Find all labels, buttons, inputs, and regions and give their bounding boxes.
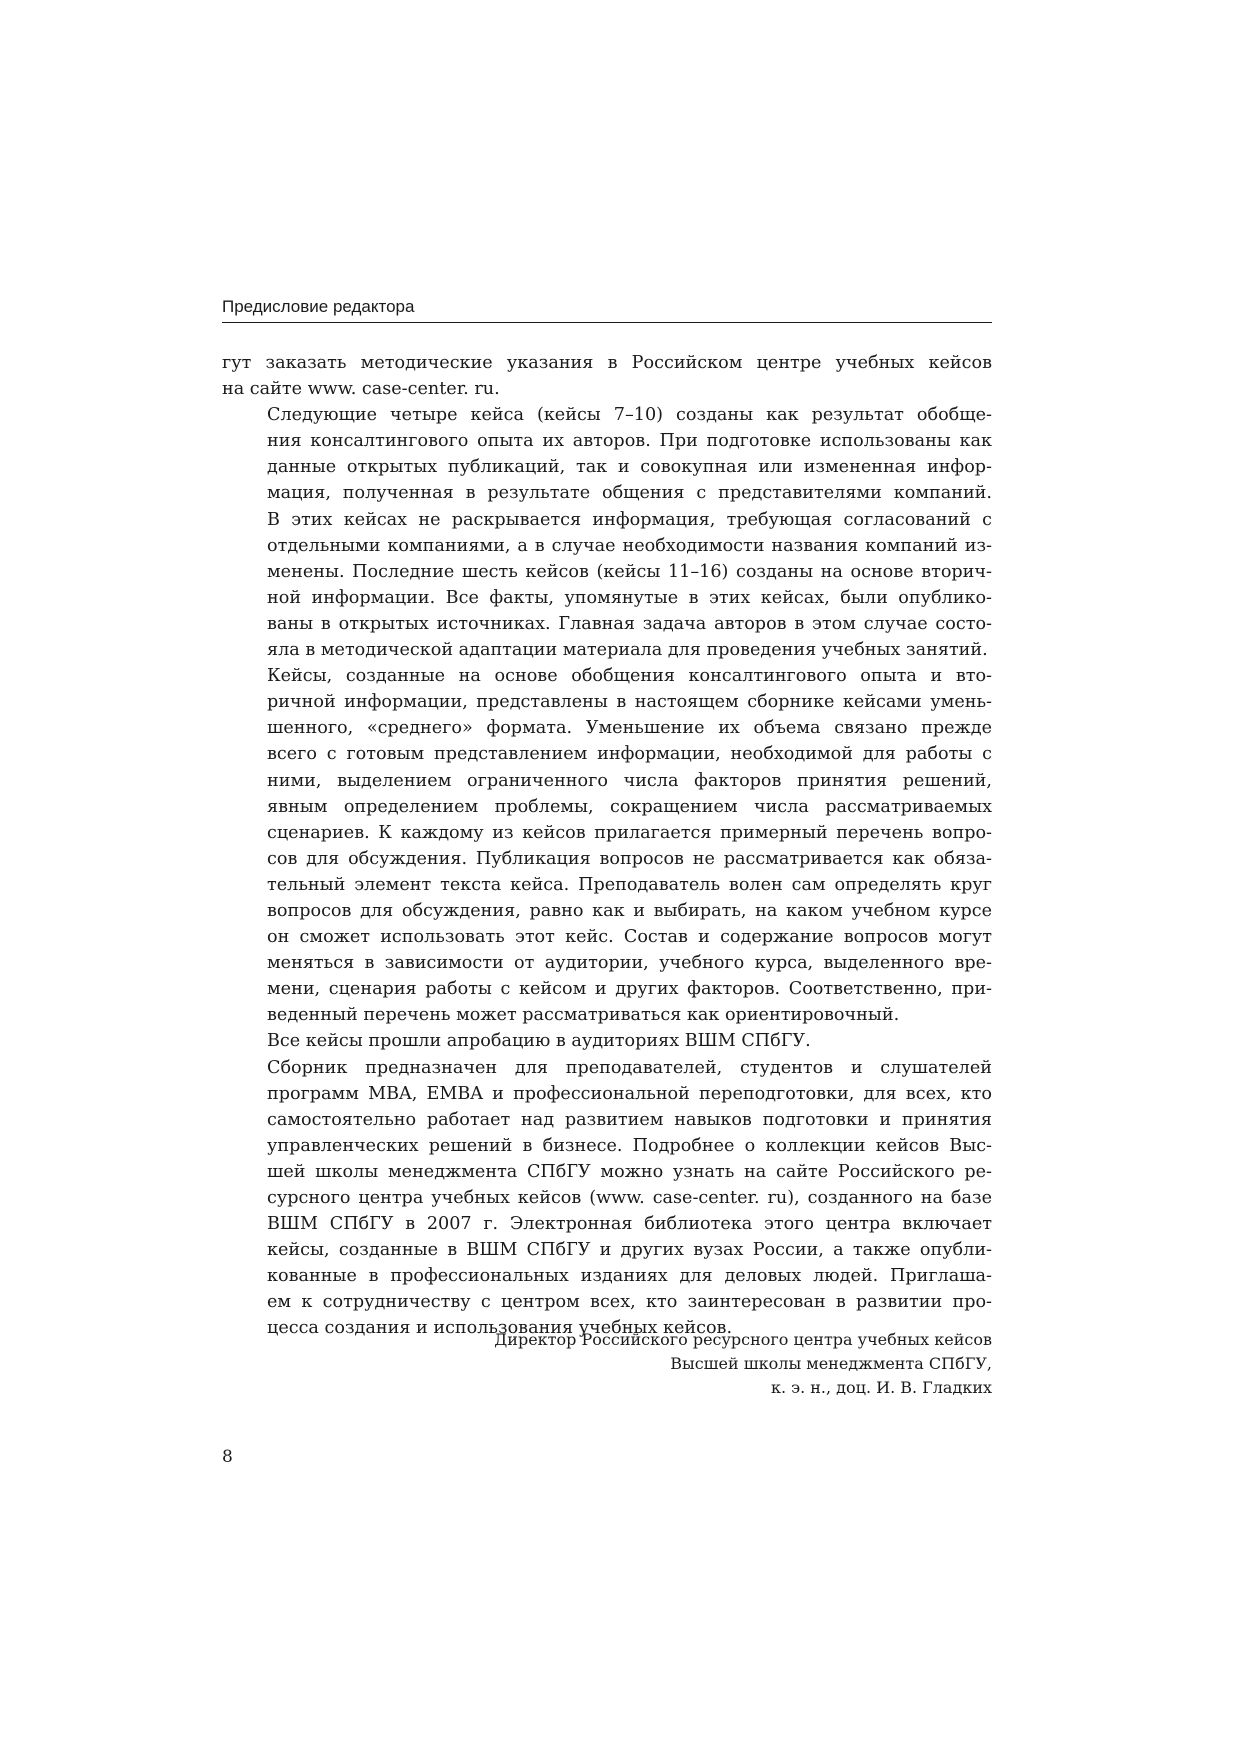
text-line: ем к сотрудничеству с центром всех, кто заинтересован в развитии про- <box>267 1292 992 1313</box>
header-rule <box>222 322 992 323</box>
text-line: Сборник предназначен для преподавателей, студентов и слушателей <box>267 1057 992 1078</box>
paragraph <box>222 663 992 1028</box>
text-line: сценариев. К каждому из кейсов прилагается примерный перечень вопро- <box>267 822 992 843</box>
text-line: он сможет использовать этот кейс. Состав и содержание вопросов могут <box>267 927 992 948</box>
text-line: отдельными компаниями, а в случае необходимости названия компаний из- <box>267 535 992 556</box>
page-number: 8 <box>222 1447 233 1467</box>
text-line: мени, сценария работы с кейсом и других факторов. Соответственно, при- <box>267 979 992 1000</box>
paragraph <box>222 1028 992 1054</box>
text-line: Все кейсы прошли апробацию в аудиториях ВШМ СПбГУ. <box>267 1031 811 1052</box>
text-line: ричной информации, представлены в настоящем сборнике кейсами умень- <box>267 692 992 713</box>
text-line: В этих кейсах не раскрывается информация, требующая согласований с <box>267 509 992 530</box>
running-head-title: Предисловие редактора <box>222 297 415 316</box>
signature-block <box>222 1328 992 1400</box>
text-line: Следующие четыре кейса (кейсы 7–10) созданы как результат обобще- <box>267 405 992 426</box>
signature-line-1: Директор Российского ресурсного центра учебных кейсов <box>494 1330 992 1349</box>
text-line: шенного, «среднего» формата. Уменьшение их объема связано прежде <box>267 718 992 739</box>
body-text <box>222 350 992 1342</box>
text-line: ними, выделением ограниченного числа факторов принятия решений, <box>267 770 992 791</box>
text-line: Кейсы, созданные на основе обобщения консалтингового опыта и вто- <box>267 666 992 687</box>
paragraph <box>222 350 992 402</box>
text-line: гут заказать методические указания в Российском центре учебных кейсов <box>222 353 992 373</box>
text-line: всего с готовым представлением информации, необходимой для работы с <box>267 744 992 765</box>
text-line: яла в методической адаптации материала для проведения учебных занятий. <box>267 640 988 661</box>
text-line: сов для обсуждения. Публикация вопросов не рассматривается как обяза- <box>267 848 992 869</box>
text-line: цесса создания и использования учебных кейсов. <box>267 1318 733 1339</box>
signature-line-2: Высшей школы менеджмента СПбГУ, <box>670 1354 992 1373</box>
text-line: мация, полученная в результате общения с представителями компаний. <box>267 483 992 504</box>
text-line: меняться в зависимости от аудитории, учебного курса, выделенного вре- <box>267 953 992 974</box>
text-line: вопросов для обсуждения, равно как и выбирать, на каком учебном курсе <box>267 900 992 921</box>
text-line: сурсного центра учебных кейсов (www. case-center. ru), созданного на базе <box>267 1188 992 1208</box>
text-line: шей школы менеджмента СПбГУ можно узнать на сайте Российского ре- <box>267 1161 992 1182</box>
text-line: менены. Последние шесть кейсов (кейсы 11–16) созданы на основе вторич- <box>267 561 992 582</box>
text-line: веденный перечень может рассматриваться как ориентировочный. <box>267 1005 900 1026</box>
paragraph <box>222 402 992 663</box>
text-line: управленческих решений в бизнесе. Подробнее о коллекции кейсов Выс- <box>267 1135 992 1156</box>
text-line: на сайте www. case-center. ru. <box>222 379 500 400</box>
text-line: самостоятельно работает над развитием навыков подготовки и принятия <box>267 1109 992 1130</box>
text-line: кованные в профессиональных изданиях для деловых людей. Приглаша- <box>267 1266 992 1287</box>
text-line: ния консалтингового опыта их авторов. При подготовке использованы как <box>267 431 992 452</box>
text-line: тельный элемент текста кейса. Преподаватель волен сам определять круг <box>267 874 992 895</box>
text-line: ваны в открытых источниках. Главная задача авторов в этом случае состо- <box>267 613 992 634</box>
signature-line-3: к. э. н., доц. И. В. Гладких <box>770 1378 992 1397</box>
text-line: программ MBA, EMBA и профессиональной переподготовки, для всех, кто <box>267 1083 992 1104</box>
text-line: ВШМ СПбГУ в 2007 г. Электронная библиотека этого центра включает <box>267 1214 992 1235</box>
paragraph <box>222 1055 992 1342</box>
text-line: данные открытых публикаций, так и совокупная или измененная инфор- <box>267 457 992 478</box>
text-line: кейсы, созданные в ВШМ СПбГУ и других вузах России, а также опубли- <box>267 1240 992 1261</box>
text-line: ной информации. Все факты, упомянутые в этих кейсах, были опублико- <box>267 587 992 608</box>
text-line: явным определением проблемы, сокращением числа рассматриваемых <box>267 796 992 817</box>
